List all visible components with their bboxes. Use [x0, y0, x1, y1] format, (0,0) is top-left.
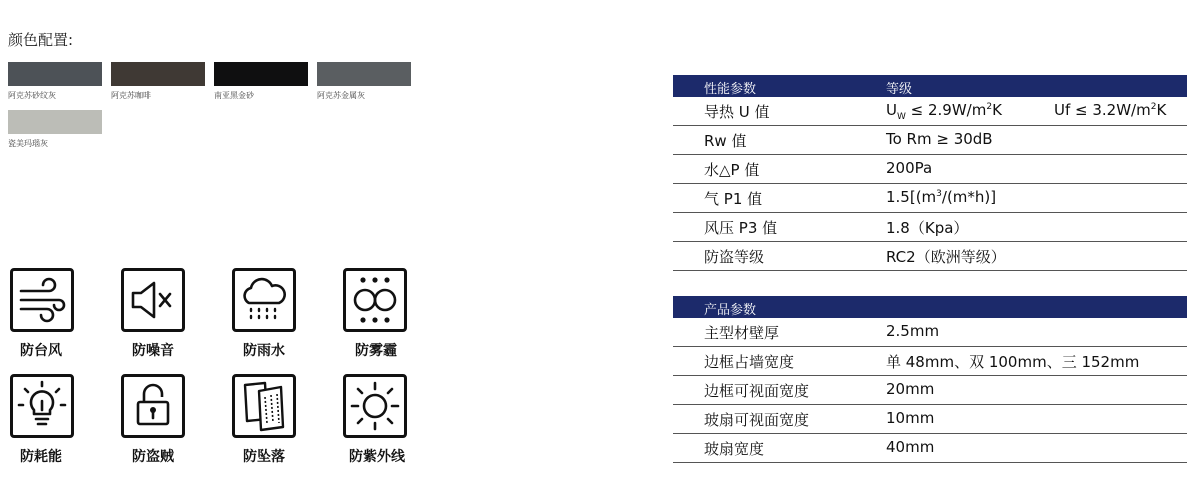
v-sup: 3	[936, 189, 942, 199]
swatch-nanya-black-gold	[214, 62, 308, 86]
row-name: 玻扇可视面宽度	[704, 411, 810, 429]
swatch-label: 瓷美玛瑙灰	[8, 139, 48, 148]
v-prefix: 1.5[(m	[886, 188, 937, 206]
row-value: 单 48mm、双 100mm、三 152mm	[886, 353, 1140, 371]
rain-cloud-icon	[232, 268, 296, 332]
header-param-label: 性能参数	[704, 82, 757, 97]
feature-label-haze: 防雾霾	[355, 343, 397, 359]
feature-label-rain: 防雨水	[243, 343, 285, 359]
row-name: 导热 U 值	[704, 103, 770, 121]
header-grade-label: 等级	[886, 82, 913, 97]
row-value: 2.5mm	[886, 322, 940, 340]
row-value: 20mm	[886, 380, 935, 398]
wind-icon	[10, 268, 74, 332]
u-suffix: K	[992, 101, 1002, 119]
table-row	[673, 405, 1187, 434]
row-name: 边框占墙宽度	[704, 353, 795, 371]
uf-suffix: K	[1156, 101, 1167, 119]
table-row	[673, 126, 1187, 155]
feature-label-noise: 防噪音	[132, 343, 174, 359]
swatch-label: 阿克苏咖啡	[111, 91, 151, 100]
row-name: 玻扇宽度	[704, 440, 765, 458]
swatch-label: 阿克苏砂纹灰	[8, 91, 56, 100]
swatch-agate-grey	[8, 110, 102, 134]
row-name: 风压 P3 值	[704, 219, 778, 237]
swatch-label: 南亚黑金砂	[214, 91, 254, 100]
row-name: 防盗等级	[704, 248, 765, 266]
row-value: RC2（欧洲等级）	[886, 248, 1006, 266]
u-prefix: U	[886, 101, 897, 119]
swatch-akzo-sand-grey	[8, 62, 102, 86]
row-name: 边框可视面宽度	[704, 382, 810, 400]
falling-panels-icon	[232, 374, 296, 438]
row-value: 200Pa	[886, 159, 933, 177]
feature-label-typhoon: 防台风	[20, 343, 62, 359]
table-row	[673, 155, 1187, 184]
product-table-header	[673, 296, 1187, 318]
row-value	[886, 101, 1002, 122]
table-row	[673, 242, 1187, 271]
u-mid: ≤ 2.9W/m	[905, 101, 987, 119]
row-name: 气 P1 值	[704, 190, 763, 208]
feature-label-burglar: 防盗贼	[132, 449, 174, 465]
haze-icon	[343, 268, 407, 332]
table-row	[673, 213, 1187, 242]
row-value	[886, 188, 996, 206]
v-suffix: /(m*h)]	[941, 188, 997, 206]
table-row	[673, 347, 1187, 376]
uf-prefix: Uf ≤ 3.2W/m	[1054, 101, 1151, 119]
speaker-mute-icon	[121, 268, 185, 332]
swatch-label: 阿克苏金属灰	[317, 91, 365, 100]
row-value: To Rm ≥ 30dB	[886, 130, 993, 148]
table-row	[673, 434, 1187, 463]
feature-label-uv: 防紫外线	[349, 449, 405, 465]
table-row	[673, 318, 1187, 347]
feature-label-energy: 防耗能	[20, 449, 62, 465]
row-value: 40mm	[886, 438, 935, 456]
table-row	[673, 97, 1187, 126]
feature-label-fall: 防坠落	[243, 449, 285, 465]
sun-icon	[343, 374, 407, 438]
lightbulb-icon	[10, 374, 74, 438]
u-sub: W	[896, 112, 906, 122]
color-config-title: 颜色配置:	[8, 31, 74, 49]
uf-sup: 2	[1150, 102, 1157, 112]
row-name: Rw 值	[704, 132, 747, 150]
padlock-icon	[121, 374, 185, 438]
header-product-label: 产品参数	[704, 303, 757, 318]
swatch-akzo-coffee	[111, 62, 205, 86]
u-sup: 2	[986, 102, 993, 112]
table-row	[673, 376, 1187, 405]
row-value: 1.8（Kpa）	[886, 219, 969, 237]
table-row	[673, 184, 1187, 213]
row-name: 水△P 值	[704, 161, 760, 179]
row-name: 主型材壁厚	[704, 324, 780, 342]
swatch-akzo-metal-grey	[317, 62, 411, 86]
performance-table-header	[673, 75, 1187, 97]
row-value-uf	[1054, 101, 1166, 119]
row-value: 10mm	[886, 409, 935, 427]
